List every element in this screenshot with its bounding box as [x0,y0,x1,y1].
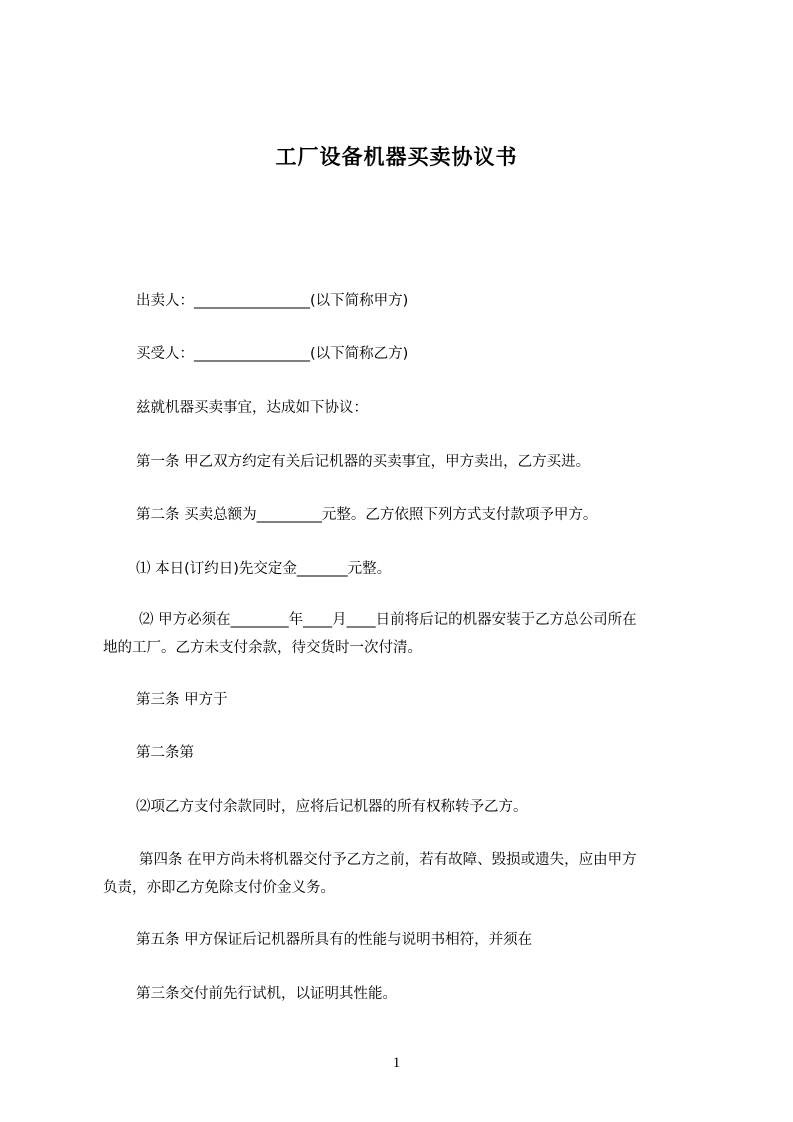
article-1: 第一条 甲乙双方约定有关后记机器的买卖事宜，甲方卖出，乙方买进。 [136,454,591,470]
item-2-line-2: 地的工厂。乙方未支付余款，待交货时一次付清。 [103,640,422,656]
intro-paragraph: 兹就机器买卖事宜，达成如下协议： [136,400,368,416]
item-2-line-1: ⑵ 甲方必须在________年____月____日前将后记的机器安装于乙方总公司所在 [139,612,637,628]
article-4-line-2: 负责，亦即乙方免除支付价金义务。 [103,880,335,896]
seller-line: 出卖人：________________(以下简称甲方) [136,293,409,309]
buyer-line: 买受人：________________(以下简称乙方) [136,346,409,362]
article-5: 第五条 甲方保证后记机器所具有的性能与说明书相符，并须在 [136,932,533,948]
article-2-item-2 [103,606,703,662]
article-3: 第三条 甲方于 [136,692,228,708]
document-title: 工厂设备机器买卖协议书 [275,145,518,169]
article-4 [103,846,703,902]
ownership-transfer-paragraph: ⑵项乙方支付余款同时，应将后记机器的所有权称转予乙方。 [136,799,528,815]
article-2: 第二条 买卖总额为_________元整。乙方依照下列方式支付款项予甲方。 [136,507,598,523]
article-4-line-1: 第四条 在甲方尚未将机器交付予乙方之前，若有故障、毁损或遗失，应由甲方 [139,852,637,868]
article-3-test-paragraph: 第三条交付前先行试机，以证明其性能。 [136,986,397,1002]
article-2-item-1: ⑴ 本日(订约日)先交定金_______元整。 [136,561,392,577]
page-number: 1 [392,1055,401,1071]
article-2-reference: 第二条第 [136,745,194,761]
